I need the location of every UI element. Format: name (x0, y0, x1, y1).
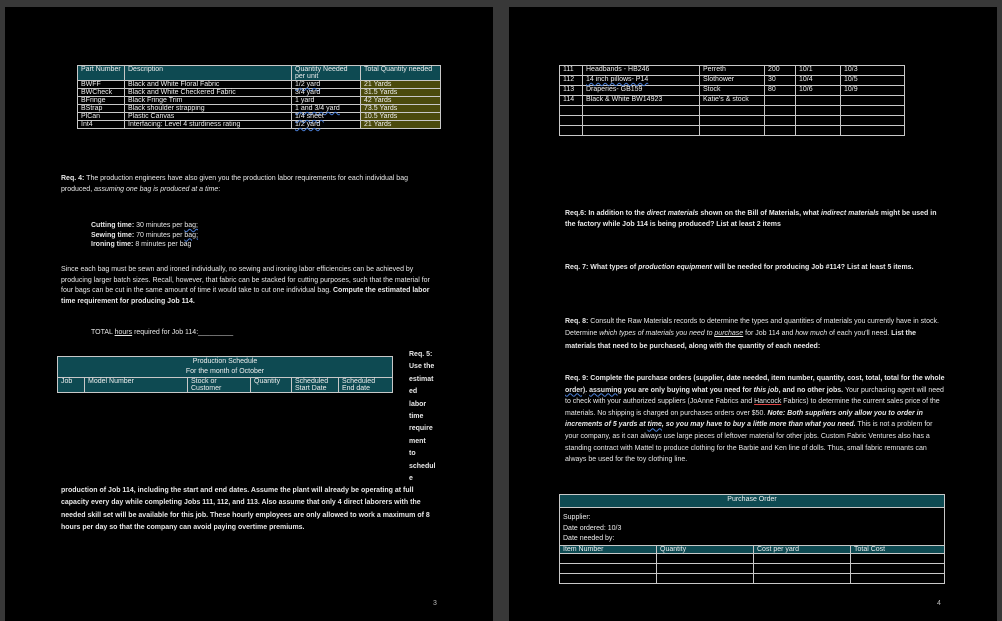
bill-of-materials-table (77, 65, 441, 129)
total-hours-line (91, 328, 233, 339)
bom-header: Description (125, 66, 292, 81)
po-date-ordered: Date ordered: 10/3 (563, 524, 622, 532)
schedule-cell[interactable]: 200 (765, 66, 796, 76)
req9-text: Your purchasing agent will need to check with your authorized suppliers (JoAnne Fabrics and (565, 386, 944, 406)
schedule-cell[interactable] (583, 126, 700, 136)
schedule-title-cell (58, 357, 393, 378)
bom-row (78, 89, 441, 97)
po-cell[interactable] (851, 563, 945, 573)
schedule-cell[interactable] (765, 106, 796, 116)
bom-cell: Black Fringe Trim (125, 97, 292, 105)
bom-cell: Black and White Checkered Fabric (125, 89, 292, 97)
schedule-cell[interactable] (765, 126, 796, 136)
bom-cell: Plastic Canvas (125, 113, 292, 121)
bom-cell: 1/2 yard (292, 121, 361, 129)
labor-paragraph (61, 265, 436, 307)
schedule-continued-body (560, 66, 905, 136)
schedule-cell[interactable] (841, 116, 905, 126)
req7-italic: production equipment (638, 264, 713, 271)
schedule-cell[interactable] (796, 106, 841, 116)
sewing-value: 70 minutes per (134, 231, 185, 239)
req6-label: Req.6: (565, 210, 587, 217)
document-page-3 (5, 7, 493, 621)
bom-cell: 42 Yards (361, 97, 441, 105)
schedule-row (560, 116, 905, 126)
schedule-cell[interactable]: 112 (560, 76, 583, 86)
schedule-cell[interactable]: 14 inch pillows- P14 (583, 76, 700, 86)
po-header: Cost per yard (754, 545, 851, 553)
bom-row (78, 81, 441, 89)
schedule-continued-table (559, 65, 905, 136)
po-cell[interactable] (851, 553, 945, 563)
po-cell[interactable] (657, 563, 754, 573)
schedule-cell[interactable]: Slothower (700, 76, 765, 86)
schedule-cell[interactable] (583, 106, 700, 116)
bom-body (78, 81, 441, 129)
req4-label: Req. 4: (61, 175, 85, 182)
production-schedule-table (57, 356, 393, 393)
req5-line: Req. 5: (409, 351, 433, 358)
schedule-title: Production Schedule (192, 358, 258, 365)
po-info-cell (560, 508, 945, 546)
labor-paragraph-bold: Compute the estimated labor time requirement for producing Job 114. (61, 287, 430, 305)
schedule-cell[interactable]: 10/3 (841, 66, 905, 76)
schedule-cell[interactable]: 10/1 (796, 66, 841, 76)
po-cell[interactable] (851, 573, 945, 583)
po-cell[interactable] (560, 573, 657, 583)
schedule-cell[interactable]: Stock (700, 86, 765, 96)
schedule-cell[interactable]: 30 (765, 76, 796, 86)
bom-row (78, 121, 441, 129)
purchase-order-table (559, 494, 945, 584)
po-cell[interactable] (754, 573, 851, 583)
schedule-cell[interactable] (700, 116, 765, 126)
po-cell[interactable] (754, 553, 851, 563)
po-supplier: Supplier: (563, 514, 591, 521)
bom-cell: 1/2 yard (292, 81, 361, 89)
sewing-time (91, 231, 291, 241)
document-page-4 (509, 7, 997, 621)
schedule-cell[interactable]: Perreth (700, 66, 765, 76)
req4-end: : (218, 185, 221, 193)
req7-text: will be needed for producing Job #114? List at least 5 items. (712, 264, 914, 271)
schedule-cell[interactable]: Draperies- GB159 (583, 86, 700, 96)
schedule-header: Stock or Customer (188, 378, 251, 393)
req4-italic: assuming one bag is produced at a time (94, 185, 219, 193)
total-hours-label: TOTAL (91, 329, 115, 336)
req6-paragraph (565, 209, 945, 230)
bom-cell: BWFF (78, 81, 125, 89)
bom-cell: 1 yard (292, 97, 361, 105)
page-number: 3 (433, 600, 437, 607)
schedule-cell[interactable]: 10/5 (841, 76, 905, 86)
schedule-header: Scheduled Start Date (292, 378, 339, 393)
po-title: Purchase Order (560, 495, 945, 508)
req4-paragraph (61, 174, 441, 195)
schedule-cell[interactable] (560, 116, 583, 126)
bom-cell: Black shoulder strapping (125, 105, 292, 113)
req7-paragraph (565, 262, 945, 274)
schedule-row (560, 126, 905, 136)
req5-line: schedul (409, 462, 436, 470)
req5-line: require (409, 425, 433, 433)
bom-cell: 1/4 sheet (292, 113, 361, 121)
schedule-row (560, 66, 905, 76)
bom-cell: PlCan (78, 113, 125, 121)
bom-cell: 21 Yards (361, 121, 441, 129)
bom-row (78, 97, 441, 105)
schedule-cell[interactable]: 111 (560, 66, 583, 76)
schedule-row (560, 96, 905, 106)
bom-cell: BStrap (78, 105, 125, 113)
page-number: 4 (937, 600, 941, 607)
req7-text: What types of (588, 264, 639, 271)
req9-note-time: time (647, 421, 662, 429)
po-row (560, 563, 945, 573)
req9-bold: . (585, 386, 590, 394)
po-cell[interactable] (560, 563, 657, 573)
req9-bold: you are only buying what you need for (621, 386, 754, 394)
labor-paragraph-text: Since each bag must be sewn and ironed individually, no sewing and ironing labor efficiencies can be achieved by producing larger batch sizes. Recall, however, that fabric can be stacked for cutting purposes, such that the material for four bags can be cut in the same amount of time it would take to cut one individual bag. (61, 266, 430, 294)
req6-text: shown on the Bill of Materials, what (698, 210, 821, 217)
schedule-header: Scheduled End date (339, 378, 393, 393)
req5-line: ed (409, 388, 418, 396)
schedule-header: Job (58, 378, 85, 393)
req9-text: This is not a problem for your company, as it can always use large pieces of leftover material for other jobs. Custom Fabric Ventures also has a standing contract with Mattel to produce clothing for the Barbie and Ken line of dolls. Thus, small fabric remnants can always be used for the toy clothing line. (565, 421, 933, 464)
schedule-cell[interactable] (583, 116, 700, 126)
schedule-cell[interactable]: Katie's & stock (700, 96, 765, 106)
schedule-cell[interactable] (560, 126, 583, 136)
schedule-cell[interactable] (700, 126, 765, 136)
cutting-label: Cutting time: (91, 222, 135, 229)
req8-text: Consult the Raw Materials records to determine the types and quantities of materials you currently have in stock. Determine (565, 318, 939, 338)
schedule-cell[interactable]: 10/6 (796, 86, 841, 96)
req5-line: estimat (409, 375, 434, 383)
sewing-label: Sewing time: (91, 231, 135, 239)
req8-label: Req. 8: (565, 318, 589, 325)
req5-line: time (409, 413, 424, 421)
po-header: Quantity (657, 545, 754, 553)
ironing-time (91, 240, 291, 250)
bom-header: Total Quantity needed (361, 66, 441, 81)
bom-cell: Black and White Floral Fabric (125, 81, 292, 89)
bom-cell: 21 Yards (361, 81, 441, 89)
req5-line: Use the (409, 363, 435, 371)
po-row (560, 573, 945, 583)
po-cell[interactable] (754, 563, 851, 573)
labor-times (91, 221, 291, 250)
req9-assuming: assuming (589, 386, 622, 394)
schedule-cell[interactable]: 80 (765, 86, 796, 96)
bom-header: Quantity Needed per unit (292, 66, 361, 81)
schedule-cell[interactable]: 113 (560, 86, 583, 96)
bom-cell: 10.5 Yards (361, 113, 441, 121)
po-cell[interactable] (560, 553, 657, 563)
schedule-cell[interactable]: Headbands - HB246 (583, 66, 700, 76)
schedule-cell[interactable] (765, 96, 796, 106)
schedule-row (560, 86, 905, 96)
cutting-unit: bag; (184, 222, 198, 229)
bom-row (78, 113, 441, 121)
req5-column (409, 349, 449, 485)
schedule-cell[interactable] (796, 96, 841, 106)
req6-text: might be used in the factory while Job 114 is being produced? List at least 2 items (565, 210, 937, 228)
req5-line: labor (409, 400, 427, 408)
req5-line: e (409, 475, 413, 483)
req8-italic-underlined: purchase (714, 330, 744, 338)
po-cell[interactable] (657, 573, 754, 583)
total-hours-hours: hours (114, 329, 133, 336)
total-hours-blank: required for Job 114:_________ (132, 329, 234, 336)
po-header: Item Number (560, 545, 657, 553)
po-header: Total Cost (851, 545, 945, 553)
po-row (560, 553, 945, 563)
sewing-unit: bag; (184, 231, 199, 239)
schedule-cell[interactable]: 10/9 (841, 86, 905, 96)
bom-row (78, 105, 441, 113)
bom-cell: 31.5 Yards (361, 89, 441, 97)
bom-cell: 1 and 3/4 yard (292, 105, 361, 113)
req7-label: Req. 7: (565, 264, 589, 271)
schedule-cell[interactable] (841, 126, 905, 136)
schedule-cell[interactable] (700, 106, 765, 116)
po-date-needed: Date needed by: (563, 535, 615, 542)
req6-italic: indirect materials (820, 210, 879, 217)
schedule-cell[interactable] (796, 126, 841, 136)
req9-hancock: Hancock (754, 398, 782, 406)
cutting-value: 30 minutes per (134, 222, 185, 229)
req9-bold-italic: this job (753, 386, 779, 394)
schedule-row (560, 76, 905, 86)
schedule-cell[interactable]: Black & White BW14923 (583, 96, 700, 106)
req8-text: for Job 114 and (743, 330, 796, 338)
req5-line: to (409, 450, 416, 458)
req6-italic: direct materials (646, 210, 699, 217)
schedule-header: Quantity (251, 378, 292, 393)
req9-order: order) (565, 386, 586, 394)
schedule-subtitle: For the month of October (185, 368, 265, 375)
req9-text: Fabrics) to determine the current sales price of the materials. No shipping is charged on purchases orders over $50. (565, 398, 940, 417)
schedule-cell[interactable]: 114 (560, 96, 583, 106)
req4-text: The production engineers have also given you the production labor requirements for each individual bag produced, (61, 175, 408, 193)
schedule-cell[interactable] (765, 116, 796, 126)
schedule-cell[interactable] (796, 116, 841, 126)
req8-italic: which types of materials you need to (599, 330, 715, 338)
req9-note: Note: Both suppliers only allow you to order in increments of 5 yards at (565, 409, 923, 429)
req8-italic: how much (795, 330, 828, 338)
req9-note: , so you may have to buy a little more than what you need. (661, 421, 856, 429)
schedule-cell[interactable] (841, 96, 905, 106)
schedule-cell[interactable] (841, 106, 905, 116)
bom-cell: 73.5 Yards (361, 105, 441, 113)
schedule-cell[interactable]: 10/4 (796, 76, 841, 86)
schedule-cell[interactable] (560, 106, 583, 116)
req8-text: of each you'll need. (827, 330, 892, 338)
cutting-time (91, 221, 291, 231)
ironing-value: 8 minutes per bag (133, 241, 192, 248)
bom-cell: Interfacing: Level 4 sturdiness rating (125, 121, 292, 129)
req5-paragraph: production of Job 114, including the start and end dates. Assume the plant will already be operating at full capacity every day while completing Jobs 111, 112, and 113. Also assume that only 4 direct laborers with the needed skill set will be available for this job. These hourly employees are only allowed to work a maximum of 8 hours per day so that the company can avoid paying overtime premiums. (61, 487, 430, 532)
bom-header: Part Number (78, 66, 125, 81)
req8-bold: List the materials that need to be purchased, along with the quantity of each needed: (565, 330, 917, 350)
req9-paragraph (565, 373, 945, 466)
req9-bold: , and no other jobs. (778, 386, 844, 394)
bom-cell: BWCheck (78, 89, 125, 97)
bom-cell: 3/4 yard (292, 89, 361, 97)
req5-line: ment (409, 437, 426, 445)
req9-bold: Req. 9: Complete the purchase orders (supplier, date needed, item number, quantity, cost, total, total for the whole (565, 375, 945, 382)
ironing-label: Ironing time: (91, 241, 134, 248)
bom-cell: BFringe (78, 97, 125, 105)
schedule-header: Model Number (85, 378, 188, 393)
req8-paragraph (565, 316, 945, 353)
bom-cell: Int4 (78, 121, 125, 129)
po-cell[interactable] (657, 553, 754, 563)
req6-text: In addition to the (586, 210, 647, 217)
schedule-row (560, 106, 905, 116)
